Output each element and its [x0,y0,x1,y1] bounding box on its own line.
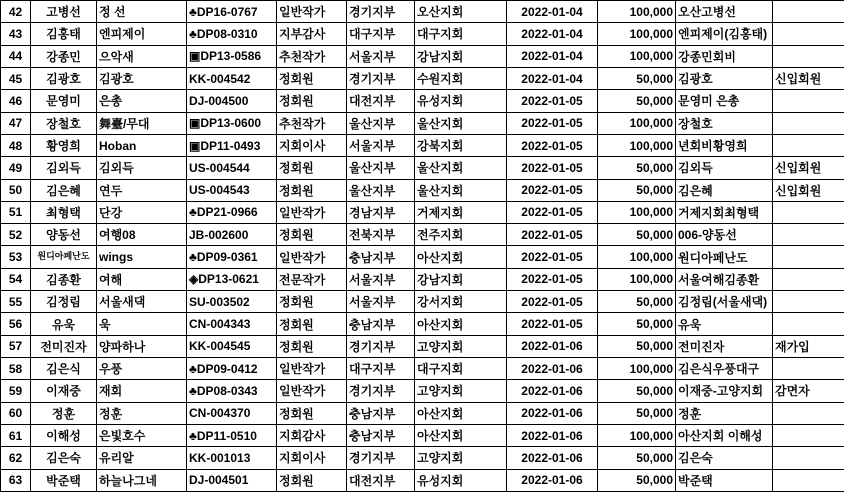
cell-branch: 울산지부 [347,157,415,179]
cell-branch: 울산지부 [347,179,415,201]
table-row [1,335,844,357]
cell-no: 58 [1,358,31,380]
cell-description: 엔피제이(김홍태) [676,23,773,45]
table-row [1,45,844,67]
cell-chapter: 대구지회 [415,358,507,380]
cell-note: 신입회원 [773,179,844,201]
cell-description: 김정림(서울새댁) [676,291,773,313]
cell-amount: 50,000 [598,447,676,469]
cell-amount: 100,000 [598,268,676,290]
cell-chapter: 울산지회 [415,157,507,179]
cell-nickname: 은빛호수 [97,424,187,446]
cell-branch: 서울지부 [347,291,415,313]
cell-chapter: 아산지회 [415,402,507,424]
cell-amount: 50,000 [598,469,676,491]
cell-note: 감면자 [773,380,844,402]
cell-date: 2022-01-05 [507,134,598,156]
table-row [1,313,844,335]
cell-grade: 지회이사 [277,134,347,156]
cell-name: 문영미 [31,90,97,112]
cell-amount: 100,000 [598,246,676,268]
cell-date: 2022-01-04 [507,23,598,45]
cell-no: 45 [1,67,31,89]
table-body [1,1,844,492]
cell-nickname: 여행08 [97,224,187,246]
cell-branch: 경기지부 [347,447,415,469]
cell-date: 2022-01-06 [507,447,598,469]
cell-no: 63 [1,469,31,491]
cell-grade: 추천작가 [277,45,347,67]
cell-code: DJ-004501 [187,469,277,491]
cell-note [773,291,844,313]
cell-branch: 서울지부 [347,268,415,290]
cell-description: 거제지회최형택 [676,201,773,223]
cell-nickname: 舞臺/무대 [97,112,187,134]
cell-amount: 100,000 [598,1,676,23]
cell-grade: 추천작가 [277,112,347,134]
cell-no: 59 [1,380,31,402]
cell-note [773,112,844,134]
cell-note [773,469,844,491]
table-row [1,112,844,134]
table-row [1,447,844,469]
cell-code: ♣DP09-0361 [187,246,277,268]
cell-name: 김은숙 [31,447,97,469]
cell-code: KK-004545 [187,335,277,357]
cell-date: 2022-01-06 [507,380,598,402]
cell-date: 2022-01-05 [507,313,598,335]
cell-date: 2022-01-05 [507,112,598,134]
cell-chapter: 아산지회 [415,246,507,268]
cell-nickname: wings [97,246,187,268]
cell-description: 김은숙 [676,447,773,469]
cell-chapter: 울산지회 [415,112,507,134]
cell-code: SU-003502 [187,291,277,313]
cell-chapter: 고양지회 [415,447,507,469]
cell-chapter: 강남지회 [415,45,507,67]
cell-note [773,90,844,112]
cell-name: 전미진자 [31,335,97,357]
cell-amount: 100,000 [598,201,676,223]
cell-amount: 50,000 [598,224,676,246]
cell-name: 장철호 [31,112,97,134]
table-row [1,424,844,446]
cell-nickname: 정훈 [97,402,187,424]
cell-amount: 50,000 [598,90,676,112]
cell-grade: 정회원 [277,291,347,313]
cell-amount: 50,000 [598,402,676,424]
cell-amount: 100,000 [598,134,676,156]
table-row [1,358,844,380]
cell-date: 2022-01-06 [507,358,598,380]
cell-branch: 대구지부 [347,358,415,380]
cell-code: JB-002600 [187,224,277,246]
cell-chapter: 수원지회 [415,67,507,89]
cell-amount: 50,000 [598,67,676,89]
cell-chapter: 아산지회 [415,313,507,335]
cell-grade: 일반작가 [277,201,347,223]
cell-note [773,1,844,23]
cell-description: 문영미 은총 [676,90,773,112]
table-row [1,224,844,246]
cell-nickname: 유리알 [97,447,187,469]
cell-description: 아산지회 이해성 [676,424,773,446]
cell-nickname: Hoban [97,134,187,156]
cell-no: 57 [1,335,31,357]
cell-chapter: 고양지회 [415,380,507,402]
cell-name: 정훈 [31,402,97,424]
cell-code: US-004544 [187,157,277,179]
cell-no: 55 [1,291,31,313]
cell-note [773,268,844,290]
cell-grade: 전문작가 [277,268,347,290]
table-row [1,90,844,112]
cell-name: 원디아페난도 [31,246,97,268]
cell-grade: 정회원 [277,313,347,335]
cell-description: 장철호 [676,112,773,134]
cell-no: 44 [1,45,31,67]
cell-branch: 충남지부 [347,424,415,446]
cell-no: 50 [1,179,31,201]
cell-nickname: 서울새댁 [97,291,187,313]
cell-name: 강종민 [31,45,97,67]
cell-date: 2022-01-04 [507,1,598,23]
cell-note [773,23,844,45]
cell-amount: 100,000 [598,358,676,380]
cell-no: 48 [1,134,31,156]
cell-note [773,201,844,223]
table-row [1,291,844,313]
cell-chapter: 거제지회 [415,201,507,223]
cell-date: 2022-01-05 [507,268,598,290]
cell-name: 김은혜 [31,179,97,201]
cell-name: 황영희 [31,134,97,156]
table-row [1,134,844,156]
cell-grade: 일반작가 [277,1,347,23]
cell-amount: 100,000 [598,424,676,446]
cell-grade: 정회원 [277,157,347,179]
cell-date: 2022-01-05 [507,224,598,246]
cell-nickname: 재회 [97,380,187,402]
cell-name: 고병선 [31,1,97,23]
cell-chapter: 강서지회 [415,291,507,313]
cell-no: 53 [1,246,31,268]
cell-name: 최형택 [31,201,97,223]
table-row [1,1,844,23]
cell-chapter: 오산지회 [415,1,507,23]
cell-code: ♣DP21-0966 [187,201,277,223]
cell-branch: 충남지부 [347,313,415,335]
cell-description: 김은식우풍대구 [676,358,773,380]
cell-note: 재가입 [773,335,844,357]
cell-no: 60 [1,402,31,424]
cell-grade: 정회원 [277,402,347,424]
cell-code: ♣DP16-0767 [187,1,277,23]
cell-amount: 100,000 [598,23,676,45]
table-row [1,380,844,402]
cell-amount: 50,000 [598,335,676,357]
cell-branch: 충남지부 [347,246,415,268]
cell-chapter: 유성지회 [415,90,507,112]
cell-name: 김홍태 [31,23,97,45]
cell-code: ♣DP11-0510 [187,424,277,446]
cell-chapter: 대구지회 [415,23,507,45]
cell-amount: 100,000 [598,45,676,67]
cell-branch: 경기지부 [347,67,415,89]
cell-no: 62 [1,447,31,469]
cell-nickname: 욱 [97,313,187,335]
cell-code: ♣DP08-0310 [187,23,277,45]
table-row [1,469,844,491]
cell-grade: 일반작가 [277,358,347,380]
cell-grade: 정회원 [277,335,347,357]
cell-chapter: 울산지회 [415,179,507,201]
cell-description: 원디아페난도 [676,246,773,268]
cell-note [773,313,844,335]
cell-name: 유욱 [31,313,97,335]
cell-code: ▣DP13-0600 [187,112,277,134]
cell-note: 신입회원 [773,67,844,89]
cell-description: 이재중-고양지회 [676,380,773,402]
cell-no: 47 [1,112,31,134]
cell-nickname: 연두 [97,179,187,201]
cell-date: 2022-01-04 [507,67,598,89]
cell-code: ◈DP13-0621 [187,268,277,290]
cell-no: 46 [1,90,31,112]
cell-branch: 전북지부 [347,224,415,246]
table-row [1,268,844,290]
cell-name: 이해성 [31,424,97,446]
cell-nickname: 정 선 [97,1,187,23]
table-row [1,23,844,45]
table-row [1,67,844,89]
cell-code: CN-004343 [187,313,277,335]
cell-amount: 50,000 [598,313,676,335]
cell-date: 2022-01-06 [507,335,598,357]
cell-note [773,134,844,156]
cell-note [773,246,844,268]
cell-branch: 경기지부 [347,1,415,23]
cell-date: 2022-01-05 [507,246,598,268]
cell-name: 김정림 [31,291,97,313]
cell-branch: 대전지부 [347,469,415,491]
cell-description: 006-양동선 [676,224,773,246]
cell-grade: 지부감사 [277,23,347,45]
cell-branch: 충남지부 [347,402,415,424]
cell-description: 박준택 [676,469,773,491]
cell-grade: 지회이사 [277,447,347,469]
table-row [1,246,844,268]
cell-name: 이재중 [31,380,97,402]
cell-nickname: 은총 [97,90,187,112]
cell-grade: 정회원 [277,224,347,246]
cell-branch: 경남지부 [347,201,415,223]
cell-description: 년회비황영희 [676,134,773,156]
cell-no: 51 [1,201,31,223]
cell-amount: 50,000 [598,380,676,402]
cell-branch: 경기지부 [347,335,415,357]
cell-name: 김종환 [31,268,97,290]
cell-no: 52 [1,224,31,246]
cell-code: KK-004542 [187,67,277,89]
cell-description: 김외득 [676,157,773,179]
cell-description: 서울여해김종환 [676,268,773,290]
cell-code: ♣DP09-0412 [187,358,277,380]
cell-chapter: 고양지회 [415,335,507,357]
cell-code: ♣DP08-0343 [187,380,277,402]
cell-name: 김외득 [31,157,97,179]
cell-no: 42 [1,1,31,23]
cell-name: 김은식 [31,358,97,380]
cell-no: 61 [1,424,31,446]
cell-no: 49 [1,157,31,179]
cell-branch: 서울지부 [347,134,415,156]
cell-name: 양동선 [31,224,97,246]
cell-chapter: 전주지회 [415,224,507,246]
cell-chapter: 강북지회 [415,134,507,156]
cell-code: CN-004370 [187,402,277,424]
cell-chapter: 아산지회 [415,424,507,446]
cell-name: 박준택 [31,469,97,491]
cell-nickname: 으악새 [97,45,187,67]
cell-grade: 정회원 [277,179,347,201]
cell-date: 2022-01-05 [507,291,598,313]
cell-nickname: 김광호 [97,67,187,89]
cell-note [773,402,844,424]
cell-code: KK-001013 [187,447,277,469]
cell-date: 2022-01-05 [507,201,598,223]
cell-grade: 지회감사 [277,424,347,446]
cell-nickname: 단강 [97,201,187,223]
cell-description: 김은혜 [676,179,773,201]
cell-description: 오산고병선 [676,1,773,23]
cell-description: 정훈 [676,402,773,424]
cell-grade: 정회원 [277,90,347,112]
cell-grade: 정회원 [277,67,347,89]
cell-amount: 100,000 [598,112,676,134]
cell-amount: 50,000 [598,179,676,201]
cell-branch: 울산지부 [347,112,415,134]
cell-nickname: 우풍 [97,358,187,380]
cell-date: 2022-01-06 [507,402,598,424]
cell-chapter: 유성지회 [415,469,507,491]
table-row [1,179,844,201]
table-row [1,201,844,223]
cell-nickname: 여해 [97,268,187,290]
cell-no: 54 [1,268,31,290]
cell-description: 강종민회비 [676,45,773,67]
cell-amount: 50,000 [598,291,676,313]
cell-nickname: 김외득 [97,157,187,179]
cell-note [773,447,844,469]
cell-date: 2022-01-05 [507,90,598,112]
cell-date: 2022-01-05 [507,179,598,201]
cell-no: 56 [1,313,31,335]
cell-code: ▣DP13-0586 [187,45,277,67]
cell-description: 유욱 [676,313,773,335]
cell-date: 2022-01-06 [507,424,598,446]
cell-no: 43 [1,23,31,45]
cell-note [773,358,844,380]
cell-date: 2022-01-04 [507,45,598,67]
cell-code: US-004543 [187,179,277,201]
cell-date: 2022-01-06 [507,469,598,491]
cell-note [773,424,844,446]
cell-grade: 일반작가 [277,246,347,268]
cell-branch: 서울지부 [347,45,415,67]
cell-note: 신입회원 [773,157,844,179]
cell-branch: 대전지부 [347,90,415,112]
cell-branch: 경기지부 [347,380,415,402]
cell-note [773,45,844,67]
cell-description: 전미진자 [676,335,773,357]
cell-note [773,224,844,246]
cell-code: DJ-004500 [187,90,277,112]
cell-date: 2022-01-05 [507,157,598,179]
cell-grade: 정회원 [277,469,347,491]
cell-grade: 일반작가 [277,380,347,402]
cell-name: 김광호 [31,67,97,89]
cell-nickname: 양파하나 [97,335,187,357]
table-row [1,157,844,179]
cell-amount: 50,000 [598,157,676,179]
cell-description: 김광호 [676,67,773,89]
cell-chapter: 강남지회 [415,268,507,290]
table-row [1,402,844,424]
cell-code: ▣DP11-0493 [187,134,277,156]
cell-nickname: 엔피제이 [97,23,187,45]
cell-nickname: 하늘나그네 [97,469,187,491]
cell-branch: 대구지부 [347,23,415,45]
